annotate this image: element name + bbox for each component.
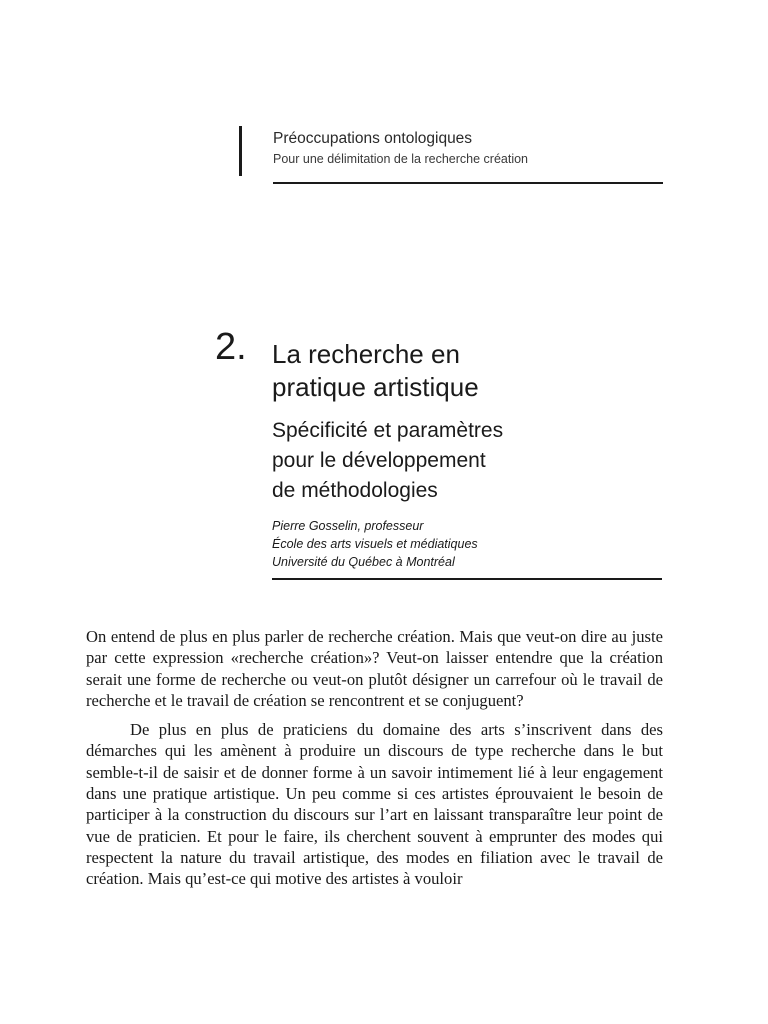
author-school: École des arts visuels et médiatiques <box>272 537 478 551</box>
chapter-title <box>272 338 672 404</box>
header-horizontal-rule <box>273 182 663 184</box>
chapter-subtitle-line: Spécificité et paramètres <box>272 419 504 442</box>
body-text <box>86 626 663 890</box>
author-name: Pierre Gosselin, professeur <box>272 519 424 533</box>
chapter-subtitle-line: pour le développement <box>272 449 486 472</box>
body-paragraph: On entend de plus en plus parler de recherche création. Mais que veut-on dire au juste par cette expression «recherche création»? Veut-on laisser entendre que la création serait une forme de recherche ou veut-on plutôt désigner un carrefour où le travail de recherche et le travail de création se rencontrent et se conjuguent? <box>86 627 663 710</box>
author-university: Université du Québec à Montréal <box>272 555 455 569</box>
chapter-subtitle-line: de méthodologies <box>272 479 438 502</box>
chapter-title-line: La recherche en <box>272 339 460 369</box>
body-paragraph: De plus en plus de praticiens du domaine des arts s’inscrivent dans des démarches qui les amènent à produire un discours de type recherche dans le but semble-t-il de saisir et de donner forme à un savoir intimement lié à leur engagement dans une pratique artistique. Un peu comme si ces artistes éprouvaient le besoin de participer à la construction du discours sur l’art en laissant transparaître leur point de vue de praticien. Et pour le faire, ils cherchent souvent à emprunter des modes qui respectent la nature du travail artistique, des modes en filiation avec le travail de création. Mais qu’est-ce qui motive des artistes à vouloir <box>86 720 663 889</box>
running-header-subtitle: Pour une délimitation de la recherche création <box>273 152 529 166</box>
header-vertical-rule <box>239 126 242 176</box>
running-header-title: Préoccupations ontologiques <box>273 130 473 147</box>
chapter-number: 2. <box>215 326 247 368</box>
author-rule <box>272 578 662 580</box>
running-header <box>239 126 663 184</box>
author-block <box>272 517 664 571</box>
chapter-title-line: pratique artistique <box>272 372 479 402</box>
chapter-subtitle <box>272 416 672 506</box>
